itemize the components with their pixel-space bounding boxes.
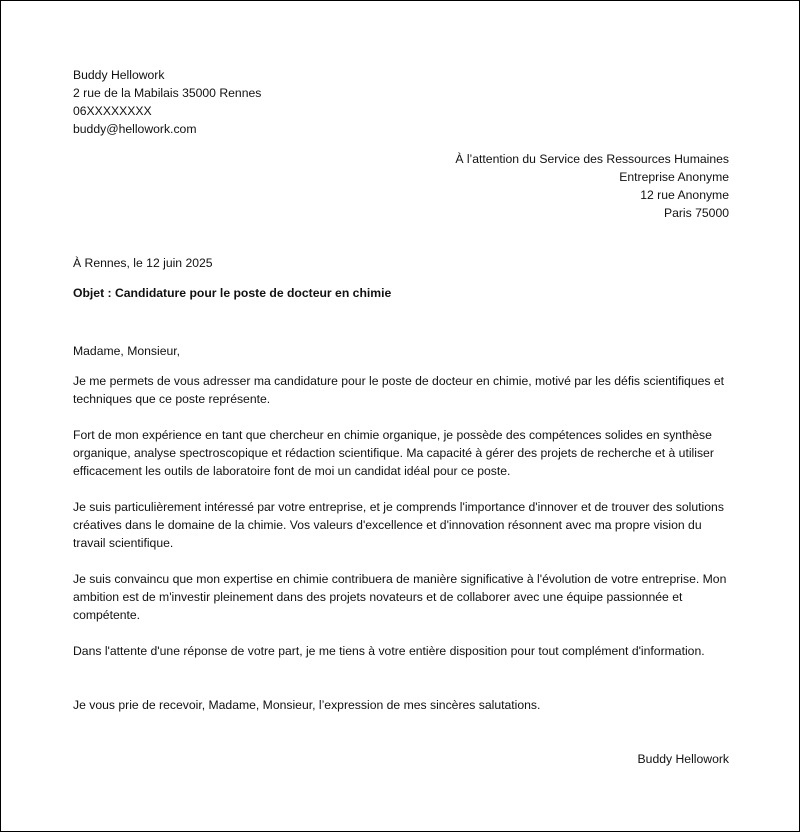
subject-line: Objet : Candidature pour le poste de docteur en chimie [73,286,392,300]
recipient-street: 12 rue Anonyme [640,188,729,202]
signature: Buddy Hellowork [637,752,729,766]
date-line: À Rennes, le 12 juin 2025 [73,256,213,270]
paragraph-5: Dans l'attente d'une réponse de votre part, je me tiens à votre entière disposition pour tout complément d'information. [73,644,705,658]
paragraph-3: Je suis particulièrement intéressé par votre entreprise, et je comprends l'importance d'innover et de trouver des solutions créatives dans le domaine de la chimie. Vos valeurs d'excellence et d'innovation résonnent avec ma propre vision du travail scientifique. [73,500,724,550]
sender-name: Buddy Hellowork [73,68,165,82]
paragraph-2: Fort de mon expérience en tant que chercheur en chimie organique, je possède des compétences solides en synthèse organique, analyse spectroscopique et rédaction scientifique. Ma capacité à gérer des projets de recherche et à utiliser efficacement les outils de laboratoire font de moi un candidat idéal pour ce poste. [73,428,714,478]
sender-address: 2 rue de la Mabilais 35000 Rennes [73,86,262,100]
recipient-company: Entreprise Anonyme [619,170,729,184]
sender-block [73,66,729,138]
recipient-block [73,150,729,222]
recipient-attention: À l’attention du Service des Ressources Humaines [455,152,729,166]
recipient-city: Paris 75000 [663,206,729,220]
closing-line: Je vous prie de recevoir, Madame, Monsieur, l’expression de mes sincères salutations. [73,698,541,712]
salutation: Madame, Monsieur, [73,344,181,358]
sender-email: buddy@hellowork.com [73,122,197,136]
paragraph-4: Je suis convaincu que mon expertise en chimie contribuera de manière significative à l'évolution de votre entreprise. Mon ambition est de m'investir pleinement dans des projets novateurs et de collaborer avec une équipe passionnée et compétente. [73,572,727,622]
sender-phone: 06XXXXXXXX [73,104,152,118]
paragraph-1: Je me permets de vous adresser ma candidature pour le poste de docteur en chimie, motivé par les défis scientifiques et techniques que ce poste représente. [73,374,725,406]
